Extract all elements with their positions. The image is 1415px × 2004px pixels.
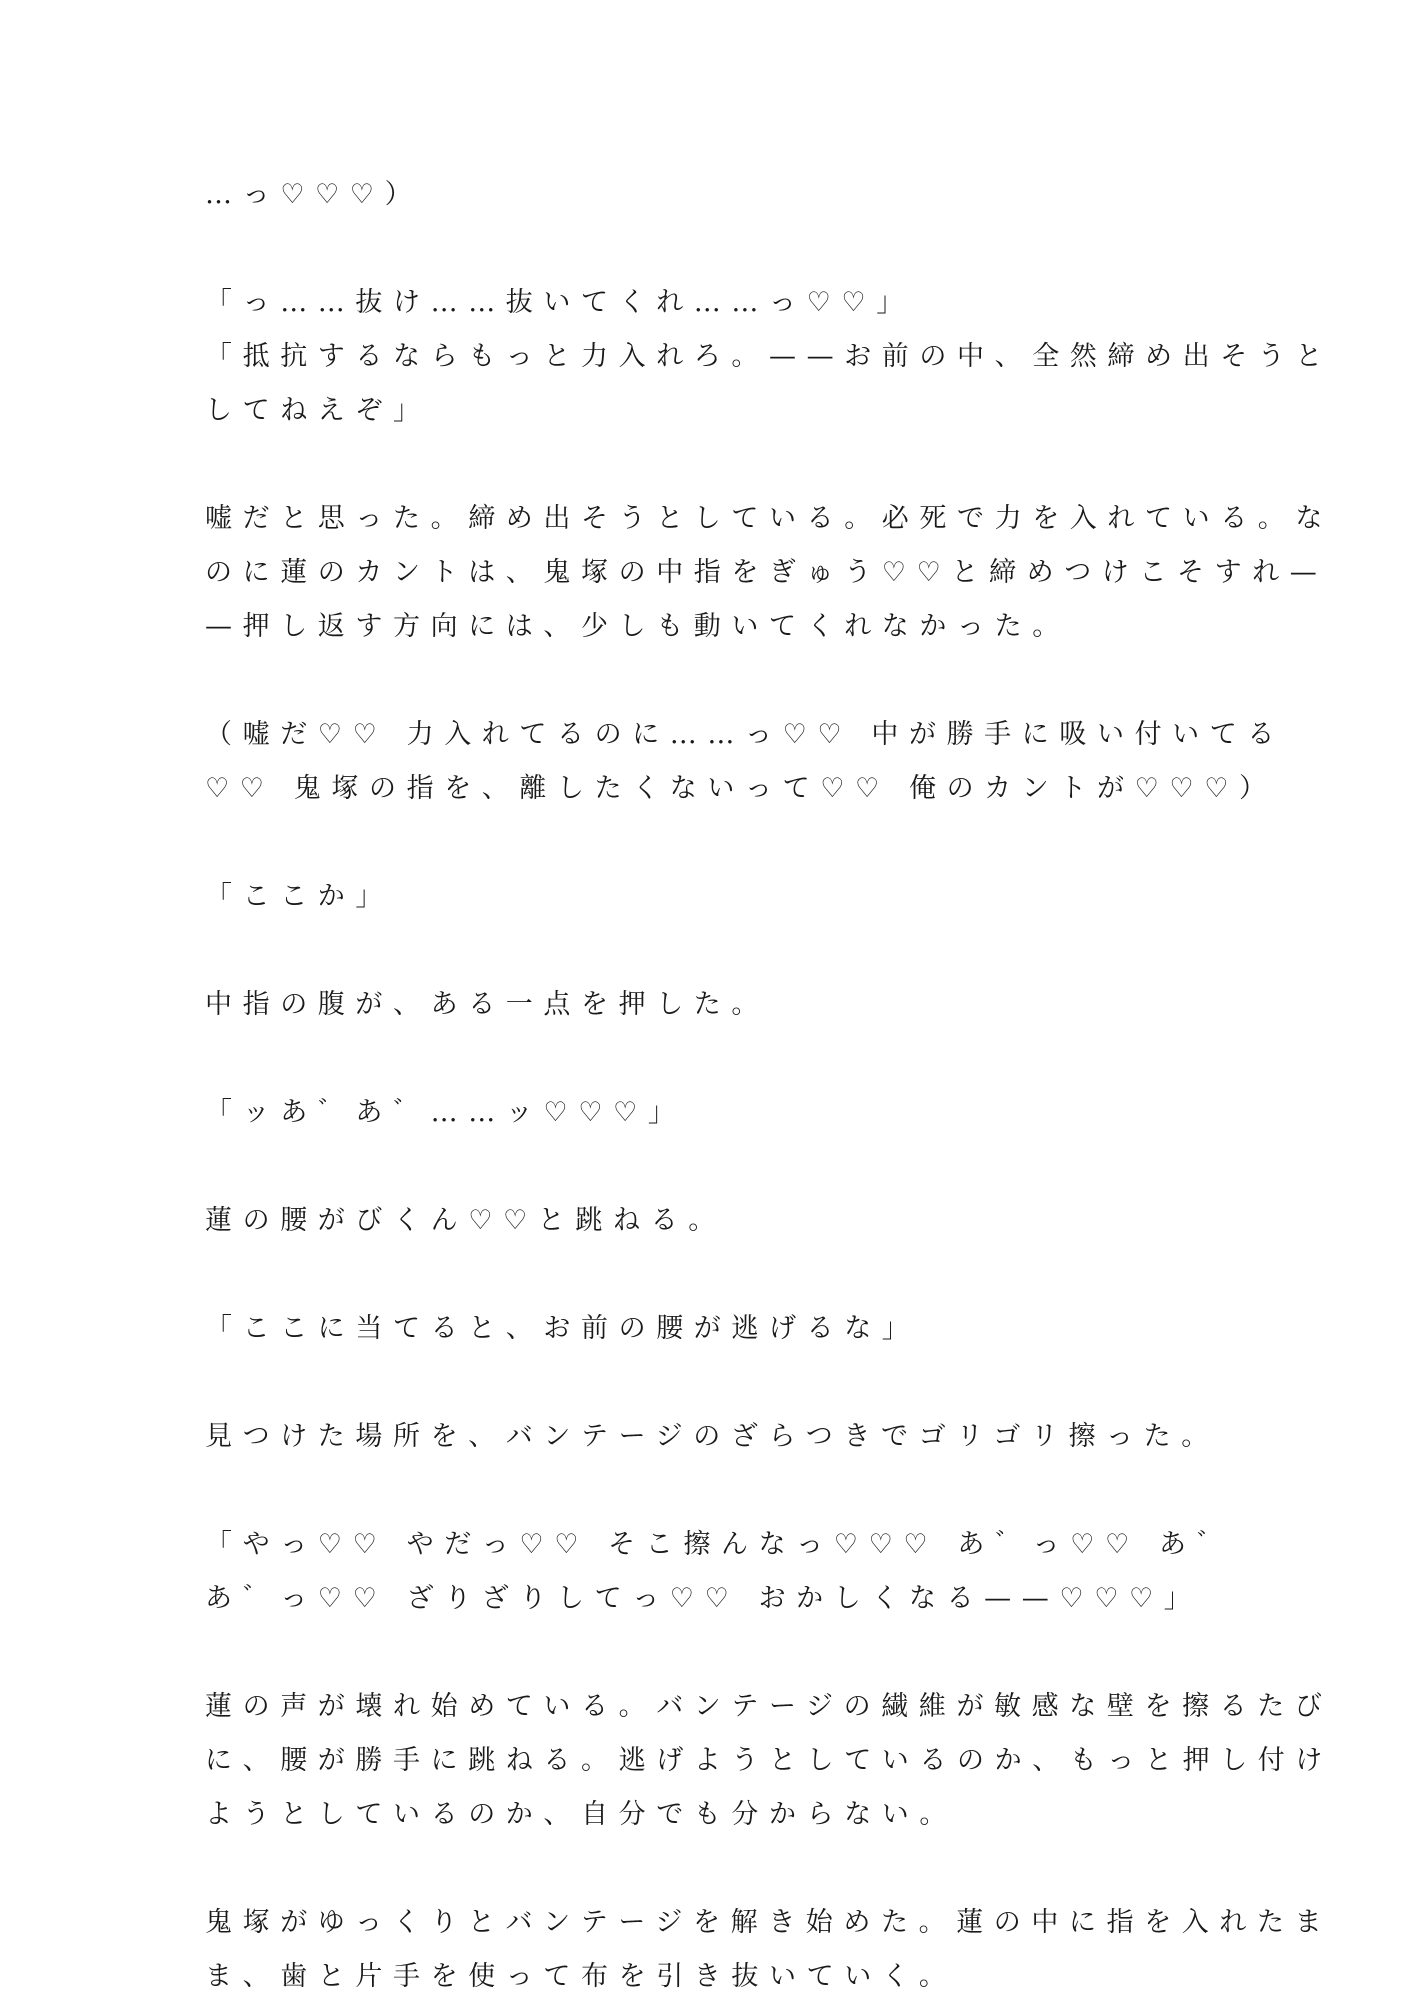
text-line: 鬼塚がゆっくりとバンテージを解き始めた。蓮の中に指を入れたま <box>205 1907 1333 1938</box>
paragraph-gap <box>205 222 1215 276</box>
text-line: 嘘だと思った。締め出そうとしている。必死で力を入れている。な <box>205 503 1333 534</box>
text-line: 「やっ♡♡ やだっ♡♡ そこ擦んなっ♡♡♡ あ゛っ♡♡ あ゛ <box>205 1529 1235 1560</box>
body-text <box>205 168 1333 2004</box>
paragraph-gap <box>205 1464 1215 1518</box>
text-line: 蓮の腰がびくん♡♡と跳ねる。 <box>205 1205 726 1236</box>
text-line: あ゛っ♡♡ ざりざりしてっ♡♡ おかしくなる——♡♡♡」 <box>205 1583 1202 1614</box>
text-line: ♡♡ 鬼塚の指を、離したくないって♡♡ 俺のカントが♡♡♡） <box>205 773 1277 804</box>
text-line: に、腰が勝手に跳ねる。逃げようとしているのか、もっと押し付け <box>205 1745 1333 1776</box>
paragraph-gap <box>205 816 1215 870</box>
text-line: 蓮の声が壊れ始めている。バンテージの繊維が敏感な壁を擦るたび <box>205 1691 1333 1722</box>
text-line: 見つけた場所を、バンテージのざらつきでゴリゴリ擦った。 <box>205 1421 1219 1452</box>
paragraph-gap <box>205 1842 1215 1896</box>
text-line: 「ここに当てると、お前の腰が逃げるな」 <box>205 1313 920 1344</box>
text-line: 「ここか」 <box>205 881 393 912</box>
paragraph-gap <box>205 1032 1215 1086</box>
text-line: …っ♡♡♡） <box>205 179 423 210</box>
text-line: ま、歯と片手を使って布を引き抜いていく。 <box>205 1961 957 1992</box>
paragraph-gap <box>205 1248 1215 1302</box>
text-line: （嘘だ♡♡ 力入れてるのに……っ♡♡ 中が勝手に吸い付いてる <box>205 719 1285 750</box>
text-line: 「ッあ゛あ゛……ッ♡♡♡」 <box>205 1097 686 1128</box>
paragraph-gap <box>205 1356 1215 1410</box>
text-line: してねえぞ」 <box>205 395 431 426</box>
text-line: —押し返す方向には、少しも動いてくれなかった。 <box>205 611 1070 642</box>
text-line: 中指の腹が、ある一点を押した。 <box>205 989 769 1020</box>
paragraph-gap <box>205 924 1215 978</box>
paragraph-gap <box>205 438 1215 492</box>
paragraph-gap <box>205 654 1215 708</box>
text-line: 「っ……抜け……抜いてくれ……っ♡♡」 <box>205 287 914 318</box>
text-line: ようとしているのか、自分でも分からない。 <box>205 1799 957 1830</box>
text-line: のに蓮のカントは、鬼塚の中指をぎゅう♡♡と締めつけこそすれ— <box>205 557 1328 588</box>
paragraph-gap <box>205 1626 1215 1680</box>
paragraph-gap <box>205 1140 1215 1194</box>
text-line: 「抵抗するならもっと力入れろ。——お前の中、全然締め出そうと <box>205 341 1333 372</box>
